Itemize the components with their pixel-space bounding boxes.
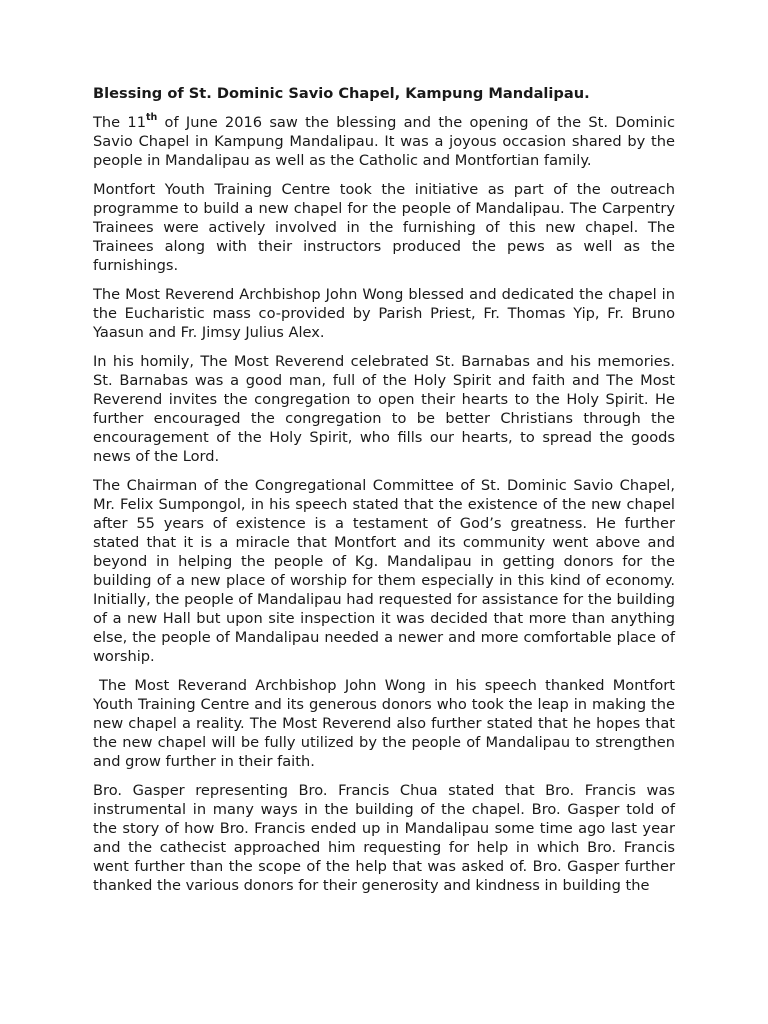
paragraph-montfort-initiative: Montfort Youth Training Centre took the initiative as part of the outreach programme to build a new chapel for the people of Mandalipau. The Carpentry Trainees were actively involved in the furnishing of this new chapel. The Trainees along with their instructors produced the pews as well as the furnishings. (93, 181, 675, 274)
paragraph-chairman-speech: The Chairman of the Congregational Committee of St. Dominic Savio Chapel, Mr. Felix Sumpongol, in his speech stated that the existence of the new chapel after 55 years of existence is a testament of God’s greatness. He further stated that it is a miracle that Montfort and its community went above and beyond in helping the people of Kg. Mandalipau in getting donors for the building of a new place of worship for them especially in this kind of economy. Initially, the people of Mandalipau had requested for assistance for the building of a new Hall but upon site inspection it was decided that more than anything else, the people of Mandalipau needed a newer and more comfortable place of worship. (93, 477, 675, 665)
paragraph-homily: In his homily, The Most Reverend celebrated St. Barnabas and his memories. St. Barnabas was a good man, full of the Holy Spirit and faith and The Most Reverend invites the congregation to open their hearts to the Holy Spirit. He further encouraged the congregation to be better Christians through the encouragement of the Holy Spirit, who fills our hearts, to spread the goods news of the Lord. (93, 353, 675, 465)
document-title: Blessing of St. Dominic Savio Chapel, Kampung Mandalipau. (93, 85, 590, 102)
paragraph-opening-rest: of June 2016 saw the blessing and the opening of the St. Dominic Savio Chapel in Kampung Mandalipau. It was a joyous occasion shared by the people in Mandalipau as well as the Catholic and Montfortian family. (93, 114, 675, 169)
ordinal-suffix: th (145, 112, 158, 124)
paragraph-opening (93, 113, 675, 170)
paragraph-archbishop-blessing: The Most Reverend Archbishop John Wong blessed and dedicated the chapel in the Eucharistic mass co-provided by Parish Priest, Fr. Thomas Yip, Fr. Bruno Yaasun and Fr. Jimsy Julius Alex. (93, 286, 675, 341)
paragraph-opening-start: The 11 (93, 114, 146, 131)
paragraph-archbishop-speech: The Most Reverand Archbishop John Wong in his speech thanked Montfort Youth Training Centre and its generous donors who took the leap in making the new chapel a reality. The Most Reverend also further stated that he hopes that the new chapel will be fully utilized by the people of Mandalipau to strengthen and grow further in their faith. (93, 677, 675, 770)
paragraph-bro-gasper: Bro. Gasper representing Bro. Francis Chua stated that Bro. Francis was instrumental in many ways in the building of the chapel. Bro. Gasper told of the story of how Bro. Francis ended up in Mandalipau some time ago last year and the cathecist approached him requesting for help in which Bro. Francis went further than the scope of the help that was asked of. Bro. Gasper further thanked the various donors for their generosity and kindness in building the (93, 782, 675, 894)
